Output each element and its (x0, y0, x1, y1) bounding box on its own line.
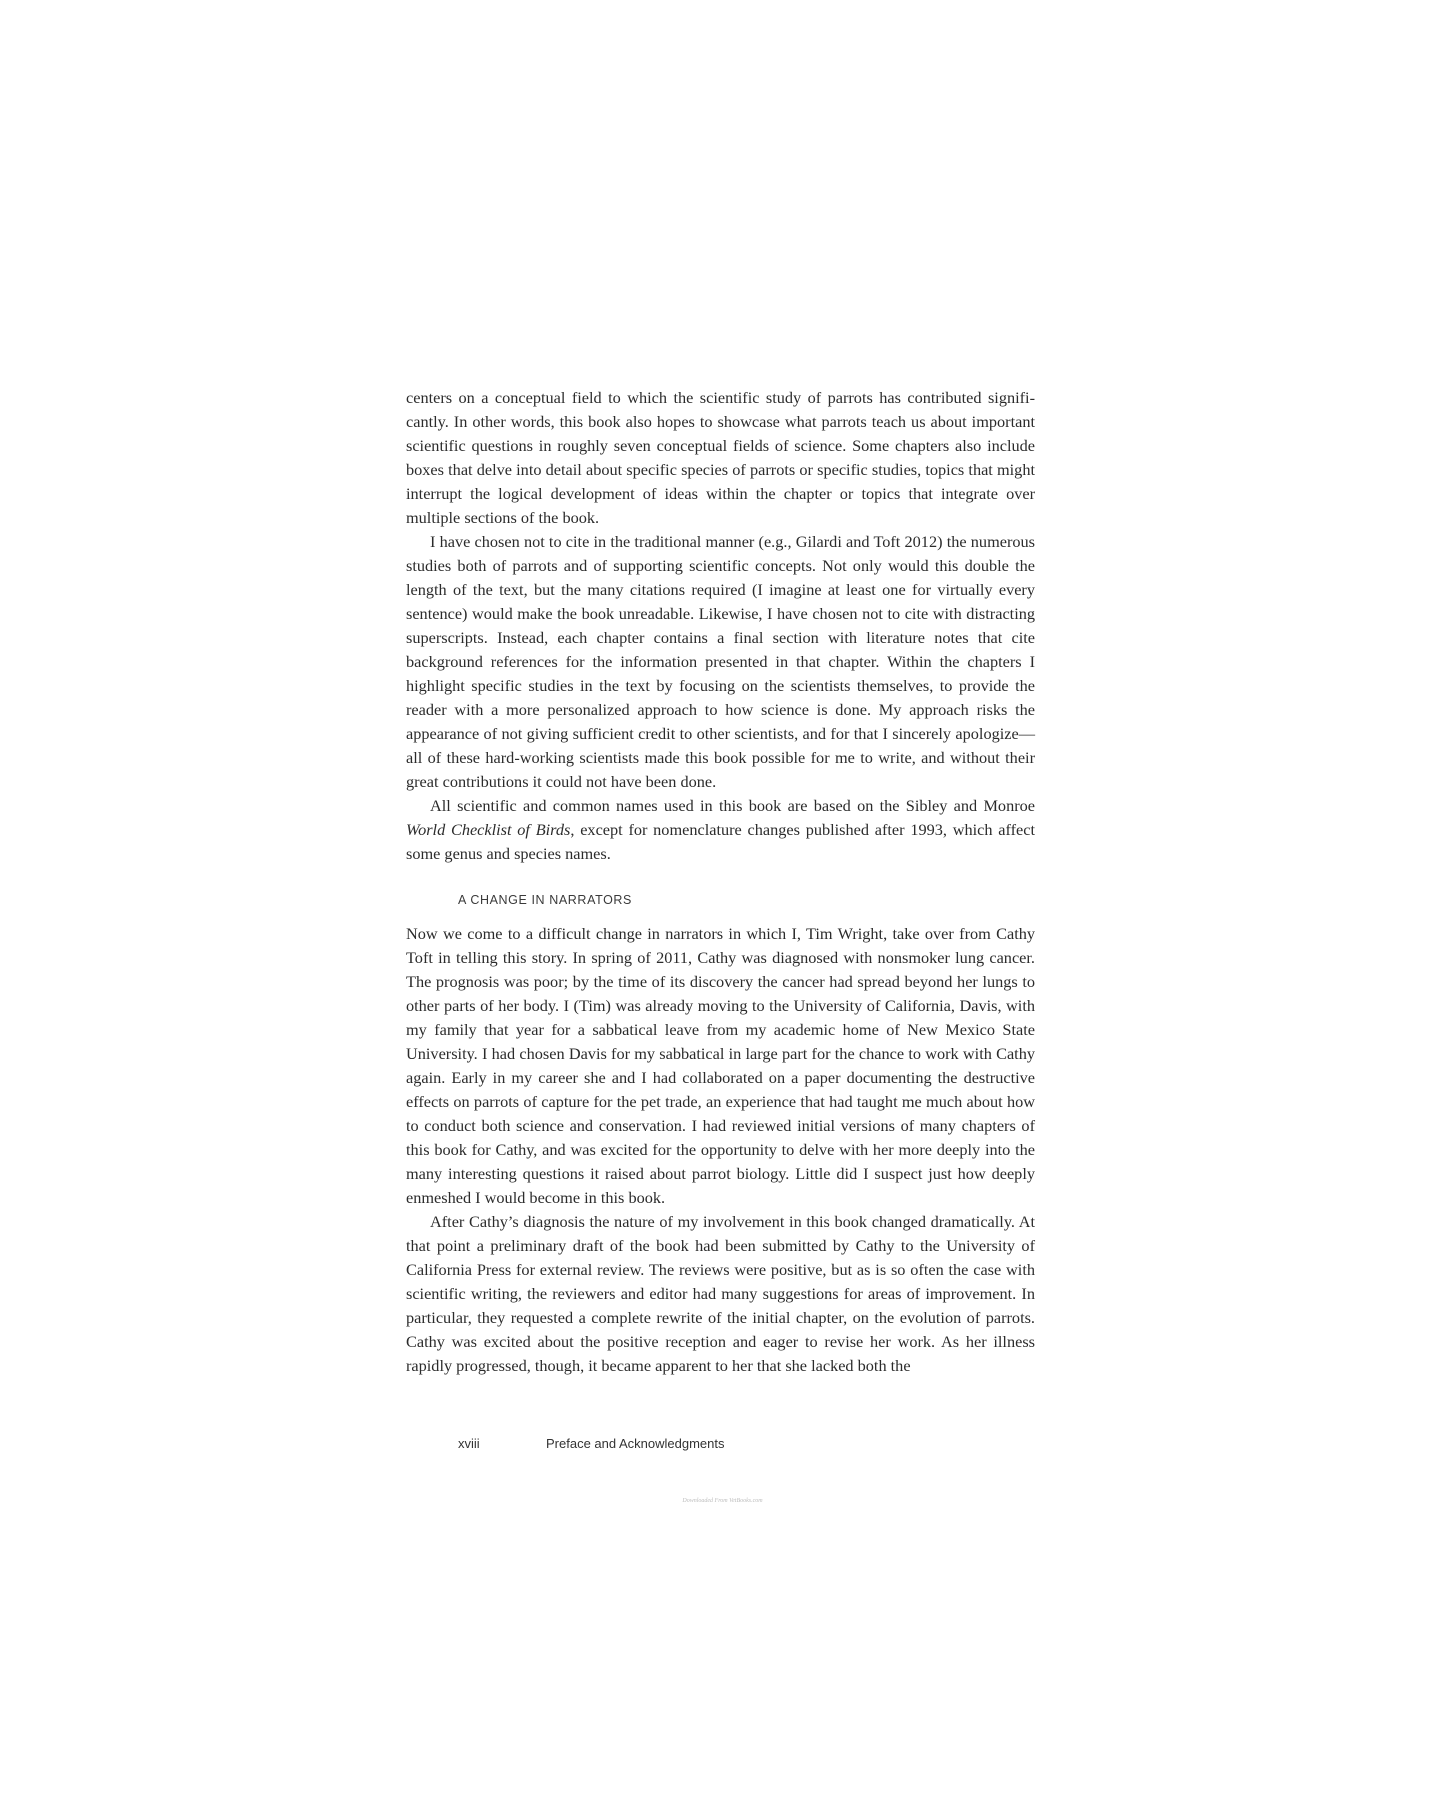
section-heading: A CHANGE IN NARRATORS (458, 893, 632, 907)
download-watermark: Downloaded From VetBooks.com (682, 1498, 763, 1504)
body-paragraph-1: centers on a conceptual field to which the scientific study of parrots has contributed significantly. In other words, this book also hopes to showcase what parrots teach us about important scientific questions in roughly seven conceptual fields of science. Some chapters also include boxes that delve into detail about specific species of parrots or specific studies, topics that might interrupt the logical development of ideas within the chapter or topics that integrate over multiple sections of the book. (406, 388, 1035, 527)
page-number: xviii (458, 1436, 480, 1451)
body-paragraph-4: Now we come to a difficult change in narrators in which I, Tim Wright, take over from Cathy Toft in telling this story. In spring of 2011, Cathy was diagnosed with nonsmoker lung cancer. The prognosis was poor; by the time of its discovery the cancer had spread beyond her lungs to other parts of her body. I (Tim) was already moving to the University of California, Davis, with my family that year for a sabbatical leave from my academic home of New Mexico State University. I had chosen Davis for my sabbatical in large part for the chance to work with Cathy again. Early in my career she and I had collaborated on a paper documenting the destructive effects on parrots of capture for the pet trade, an experience that had taught me much about how to conduct both science and conservation. I had reviewed initial versions of many chapters of this book for Cathy, and was excited for the opportunity to delve with her more deeply into the many interesting questions it raised about parrot biology. Little did I suspect just how deeply enmeshed I would become in this book. (406, 924, 1035, 1207)
running-title: Preface and Acknowledgments (546, 1436, 725, 1451)
page-footer (458, 1436, 725, 1452)
body-paragraph-2: I have chosen not to cite in the traditional manner (e.g., Gilardi and Toft 2012) the numerous studies both of parrots and of supporting scientific concepts. Not only would this double the length of the text, but the many citations required (I imagine at least one for virtually every sentence) would make the book unreadable. Likewise, I have chosen not to cite with distracting superscripts. Instead, each chapter contains a final section with literature notes that cite background references for the information presented in that chapter. Within the chapters I highlight specific studies in the text by focusing on the scientists themselves, to provide the reader with a more personalized approach to how science is done. My approach risks the appearance of not giving sufficient credit to other scientists, and for that I sincerely apologize—all of these hard-working scientists made this book possible for me to write, and without their great contributions it could not have been done. (406, 532, 1035, 791)
book-title-italic: World Checklist of Birds (406, 820, 571, 839)
body-paragraph-3 (406, 794, 1035, 866)
paragraph-3-tail: , except for nomenclature changes published after 1993, which affect some genus and species names. (406, 820, 1035, 863)
body-paragraph-5: After Cathy’s diagnosis the nature of my involvement in this book changed dramatically. At that point a preliminary draft of the book had been submitted by Cathy to the University of California Press for external review. The reviews were positive, but as is so often the case with scientific writing, the reviewers and editor had many suggestions for areas of improvement. In particular, they requested a complete rewrite of the initial chapter, on the evolution of parrots. Cathy was excited about the positive reception and eager to revise her work. As her illness rapidly progressed, though, it became apparent to her that she lacked both the (406, 1212, 1035, 1375)
paragraph-3-lead: All scientific and common names used in this book are based on the Sibley and Monroe (430, 796, 1035, 815)
page-body (406, 386, 1035, 1378)
